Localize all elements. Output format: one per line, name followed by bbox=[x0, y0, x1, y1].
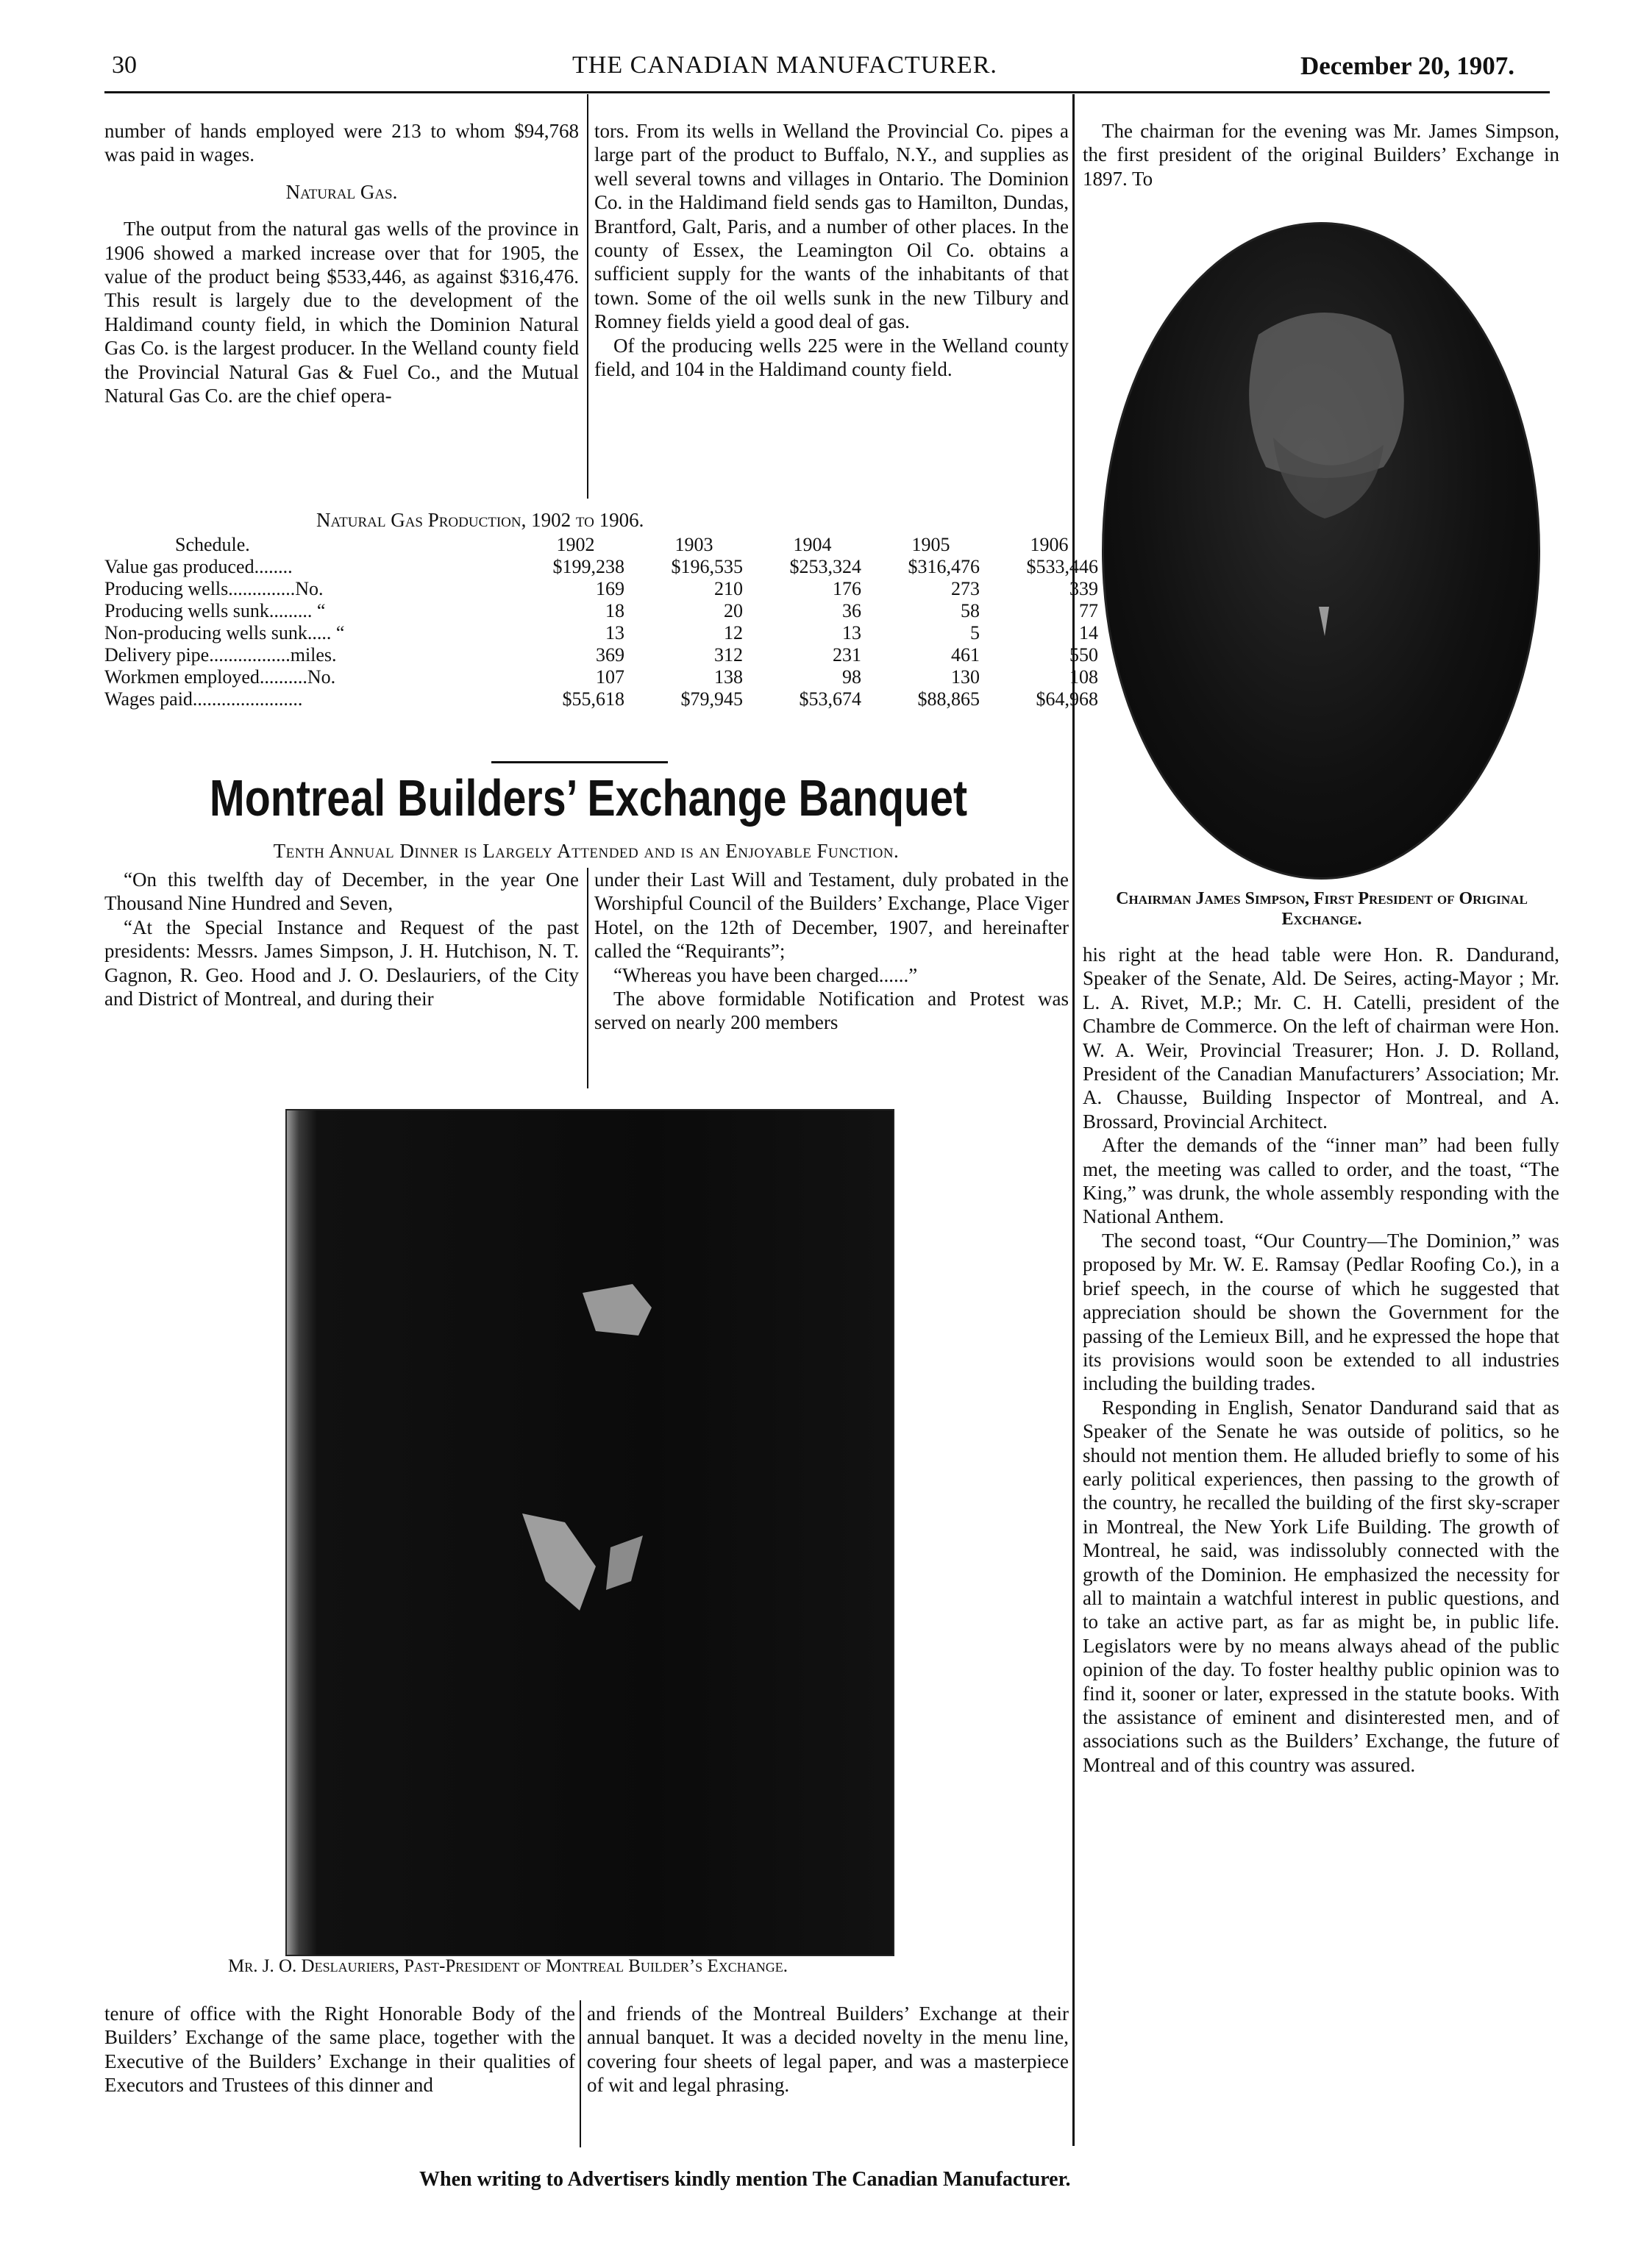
table-cell: 5 bbox=[970, 622, 980, 643]
gas-table-title: Natural Gas Production, 1902 to 1906. bbox=[316, 509, 644, 531]
table-header-1905: 1905 bbox=[911, 534, 950, 555]
table-cell: 339 bbox=[1069, 578, 1098, 599]
column-rule-3 bbox=[587, 868, 588, 1088]
natural-gas-subhead: Natural Gas. bbox=[285, 180, 398, 203]
table-cell: 13 bbox=[605, 622, 624, 643]
notification-paragraph: The above formidable Notification and Protest was served on nearly 200 members bbox=[594, 988, 1069, 1034]
row-label: Non-producing wells sunk..... “ bbox=[104, 622, 345, 643]
section-divider bbox=[491, 761, 668, 763]
natural-gas-paragraph: The output from the natural gas wells of the province in 1906 showed a marked increase over that for 1905, the value of the product being $533,446, as against $316,476. This result is largely due to the development of the Haldimand county field, in which the Dominion Natural Gas Co. is the largest producer. In the Welland county field the Provincial Natural Gas & Fuel Co., and the Mutual Natural Gas Co. are the chief opera- bbox=[104, 218, 579, 407]
table-row bbox=[104, 666, 1108, 688]
table-cell: 369 bbox=[596, 644, 624, 666]
portrait-figure bbox=[287, 1110, 893, 1955]
table-cell: 13 bbox=[842, 622, 861, 643]
portrait-collar-left bbox=[522, 1513, 596, 1611]
table-row bbox=[104, 622, 1108, 644]
portrait-head bbox=[583, 1284, 652, 1336]
proclamation-whereas: “Whereas you have been charged......” bbox=[613, 963, 918, 986]
table-cell: 14 bbox=[1079, 622, 1098, 643]
article-column-2 bbox=[594, 868, 1069, 1035]
simpson-tie bbox=[1319, 607, 1329, 636]
table-cell: 273 bbox=[951, 578, 980, 599]
table-cell: 169 bbox=[596, 578, 624, 599]
table-cell: 138 bbox=[714, 666, 743, 688]
table-header-1906: 1906 bbox=[1030, 534, 1069, 555]
row-label: Producing wells..............No. bbox=[104, 578, 324, 599]
simpson-portrait bbox=[1102, 222, 1540, 880]
table-cell: $64,968 bbox=[1036, 688, 1098, 710]
row-label: Producing wells sunk......... “ bbox=[104, 600, 326, 621]
table-cell: 210 bbox=[714, 578, 743, 599]
table-cell: $79,945 bbox=[680, 688, 743, 710]
table-cell: 108 bbox=[1069, 666, 1098, 688]
article-bottom-column-1 bbox=[104, 2002, 575, 2097]
table-cell: $533,446 bbox=[1026, 556, 1098, 577]
column-3-bottom bbox=[1083, 943, 1559, 1777]
table-cell: 18 bbox=[605, 600, 624, 621]
deslauriers-caption: Mr. J. O. Deslauriers, Past-President of Montreal Builder’s Exchange. bbox=[228, 1956, 788, 1976]
table-header-row bbox=[104, 534, 1108, 556]
column-rule-1 bbox=[587, 94, 588, 499]
table-cell: 130 bbox=[951, 666, 980, 688]
deslauriers-portrait bbox=[285, 1109, 894, 1956]
gas-distribution-paragraph: tors. From its wells in Welland the Provincial Co. pipes a large part of the product to Buffalo, N.Y., and supplies as well several towns and villages in Ontario. The Dominion Co. in the Haldimand field sends gas to Hamilton, Dundas, Brantford, Galt, Paris, and a number of other places. In the county of Essex, the Leamington Oil Co. obtains a sufficient supply for the wants of the inhabitants of that town. Some of the oil wells sunk in the new Tilbury and Romney fields yield a good deal of gas. bbox=[594, 120, 1069, 333]
table-cell: 107 bbox=[596, 666, 624, 688]
dandurand-response-paragraph: Responding in English, Senator Dandurand said that as Speaker of the Senate he was outside of politics, so he should not mention them. He alluded briefly to some of his early political experiences, then passing to the growth of the country, he recalled the building of the first sky-scraper in Montreal, the New York Life Building. The growth of Montreal, he said, was indissolubly connected with the growth of the Dominion. He emphasized the necessity for all to maintain a watchful interest in public questions, and to take an active part, as far as might be, in public life. Legislators were by no means always ahead of the public opinion of the day. To foster healthy public opinion was to find it, sooner or later, expressed in the statute books. With the assistance of eminent and disinterested men, and of associations such as the Builders’ Exchange, the future of Montreal and of this country was assured. bbox=[1083, 1396, 1559, 1776]
table-cell: 77 bbox=[1079, 600, 1098, 621]
article-headline: Montreal Builders’ Exchange Banquet bbox=[209, 769, 968, 827]
column-2-top bbox=[594, 119, 1069, 381]
table-cell: $199,238 bbox=[552, 556, 624, 577]
row-label: Delivery pipe.................miles. bbox=[104, 644, 337, 666]
table-cell: 461 bbox=[951, 644, 980, 666]
table-cell: 20 bbox=[724, 600, 743, 621]
table-row bbox=[104, 644, 1108, 666]
row-label: Workmen employed..........No. bbox=[104, 666, 336, 688]
issue-date: December 20, 1907. bbox=[1300, 51, 1514, 80]
article-column-1 bbox=[104, 868, 579, 1010]
banquet-paragraph: and friends of the Montreal Builders’ Exchange at their annual banquet. It was a decided novelty in the menu line, covering four sheets of legal paper, and was a masterpiece of wit and legal phrasing. bbox=[587, 2003, 1069, 2097]
publication-title: THE CANADIAN MANUFACTURER. bbox=[572, 51, 997, 79]
header-rule bbox=[104, 91, 1550, 93]
row-label: Wages paid....................... bbox=[104, 688, 303, 710]
producing-wells-paragraph: Of the producing wells 225 were in the Welland county field, and 104 in the Haldimand county field. bbox=[594, 334, 1069, 381]
article-bottom-column-2 bbox=[587, 2002, 1069, 2097]
table-cell: $55,618 bbox=[562, 688, 624, 710]
table-header-1902: 1902 bbox=[556, 534, 595, 555]
proclamation-request: “At the Special Instance and Request of the past presidents: Messrs. James Simpson, J. H. Hutchison, N. T. Gagnon, R. Geo. Hood and J. O. Deslauriers, of the City and District of Montreal, and during their bbox=[104, 916, 579, 1010]
gas-production-table bbox=[104, 534, 1108, 710]
table-cell: 176 bbox=[833, 578, 861, 599]
column-rule-2 bbox=[1072, 94, 1075, 2146]
table-cell: 98 bbox=[842, 666, 861, 688]
table-cell: 58 bbox=[961, 600, 980, 621]
head-table-paragraph: his right at the head table were Hon. R. Dandurand, Speaker of the Senate, Ald. De Seires, acting-Mayor ; Mr. L. A. Rivet, M.P.; Mr. C. H. Catelli, president of the Chambre de Commerce. On the left of chairman were Hon. W. A. Weir, Provincial Treasurer; Hon. J. D. Rolland, President of the Canadian Manufacturers’ Association; Mr. A. Chausse, Building Inspector of Montreal, and A. Brossard, Provincial Architect. bbox=[1083, 944, 1559, 1133]
first-toast-paragraph: After the demands of the “inner man” had been fully met, the meeting was called to order, and the toast, “The King,” was drunk, the whole assembly responding with the National Anthem. bbox=[1083, 1134, 1559, 1228]
table-cell: 312 bbox=[714, 644, 743, 666]
portrait-collar-right bbox=[606, 1536, 643, 1590]
table-cell: 231 bbox=[833, 644, 861, 666]
wages-paragraph: number of hands employed were 213 to whom $94,768 was paid in wages. bbox=[104, 120, 579, 166]
tenure-paragraph: tenure of office with the Right Honorable Body of the Builders’ Exchange of the same place, together with the Executive of the Builders’ Exchange in their qualities of Executors and Trustees of this dinner and bbox=[104, 2003, 575, 2097]
table-header-schedule: Schedule. bbox=[175, 534, 250, 555]
table-row bbox=[104, 688, 1108, 710]
proclamation-testament: under their Last Will and Testament, duly probated in the Worshipful Council of the Builders’ Exchange, Place Viger Hotel, on the 12th of December, 1907, and hereinafter called the “Requirants”; bbox=[594, 869, 1069, 963]
row-label: Value gas produced........ bbox=[104, 556, 293, 577]
article-subheadline: Tenth Annual Dinner is Largely Attended and is an Enjoyable Function. bbox=[273, 840, 900, 862]
second-toast-paragraph: The second toast, “Our Country—The Dominion,” was proposed by Mr. W. E. Ramsay (Pedlar Roofing Co.), in a brief speech, in the course of which he suggested that appreciation should be shown the Government for the passing of the Lemieux Bill, and he expressed the hope that its provisions would soon be extended to all industries including the building trades. bbox=[1083, 1229, 1559, 1395]
table-cell: $53,674 bbox=[799, 688, 861, 710]
table-header-1903: 1903 bbox=[674, 534, 713, 555]
simpson-caption: Chairman James Simpson, First President of Original Exchange. bbox=[1116, 889, 1528, 929]
proclamation-opening: “On this twelfth day of December, in the year One Thousand Nine Hundred and Seven, bbox=[104, 869, 579, 915]
table-cell: $88,865 bbox=[917, 688, 980, 710]
column-1-top bbox=[104, 119, 579, 407]
column-rule-4 bbox=[580, 2000, 581, 2147]
table-row bbox=[104, 578, 1108, 600]
page-number: 30 bbox=[112, 51, 137, 79]
table-cell: $316,476 bbox=[908, 556, 980, 577]
chairman-paragraph: The chairman for the evening was Mr. James Simpson, the first president of the original Builders’ Exchange in 1897. To bbox=[1083, 120, 1559, 190]
advertiser-notice: When writing to Advertisers kindly mention The Canadian Manufacturer. bbox=[419, 2168, 1071, 2191]
table-row bbox=[104, 600, 1108, 622]
table-cell: 12 bbox=[724, 622, 743, 643]
table-cell: 36 bbox=[842, 600, 861, 621]
table-header-1904: 1904 bbox=[793, 534, 832, 555]
column-3-top bbox=[1083, 119, 1559, 190]
table-cell: $253,324 bbox=[789, 556, 861, 577]
table-row bbox=[104, 556, 1108, 578]
simpson-figure bbox=[1104, 224, 1538, 877]
table-cell: $196,535 bbox=[671, 556, 743, 577]
table-cell: 550 bbox=[1069, 644, 1098, 666]
